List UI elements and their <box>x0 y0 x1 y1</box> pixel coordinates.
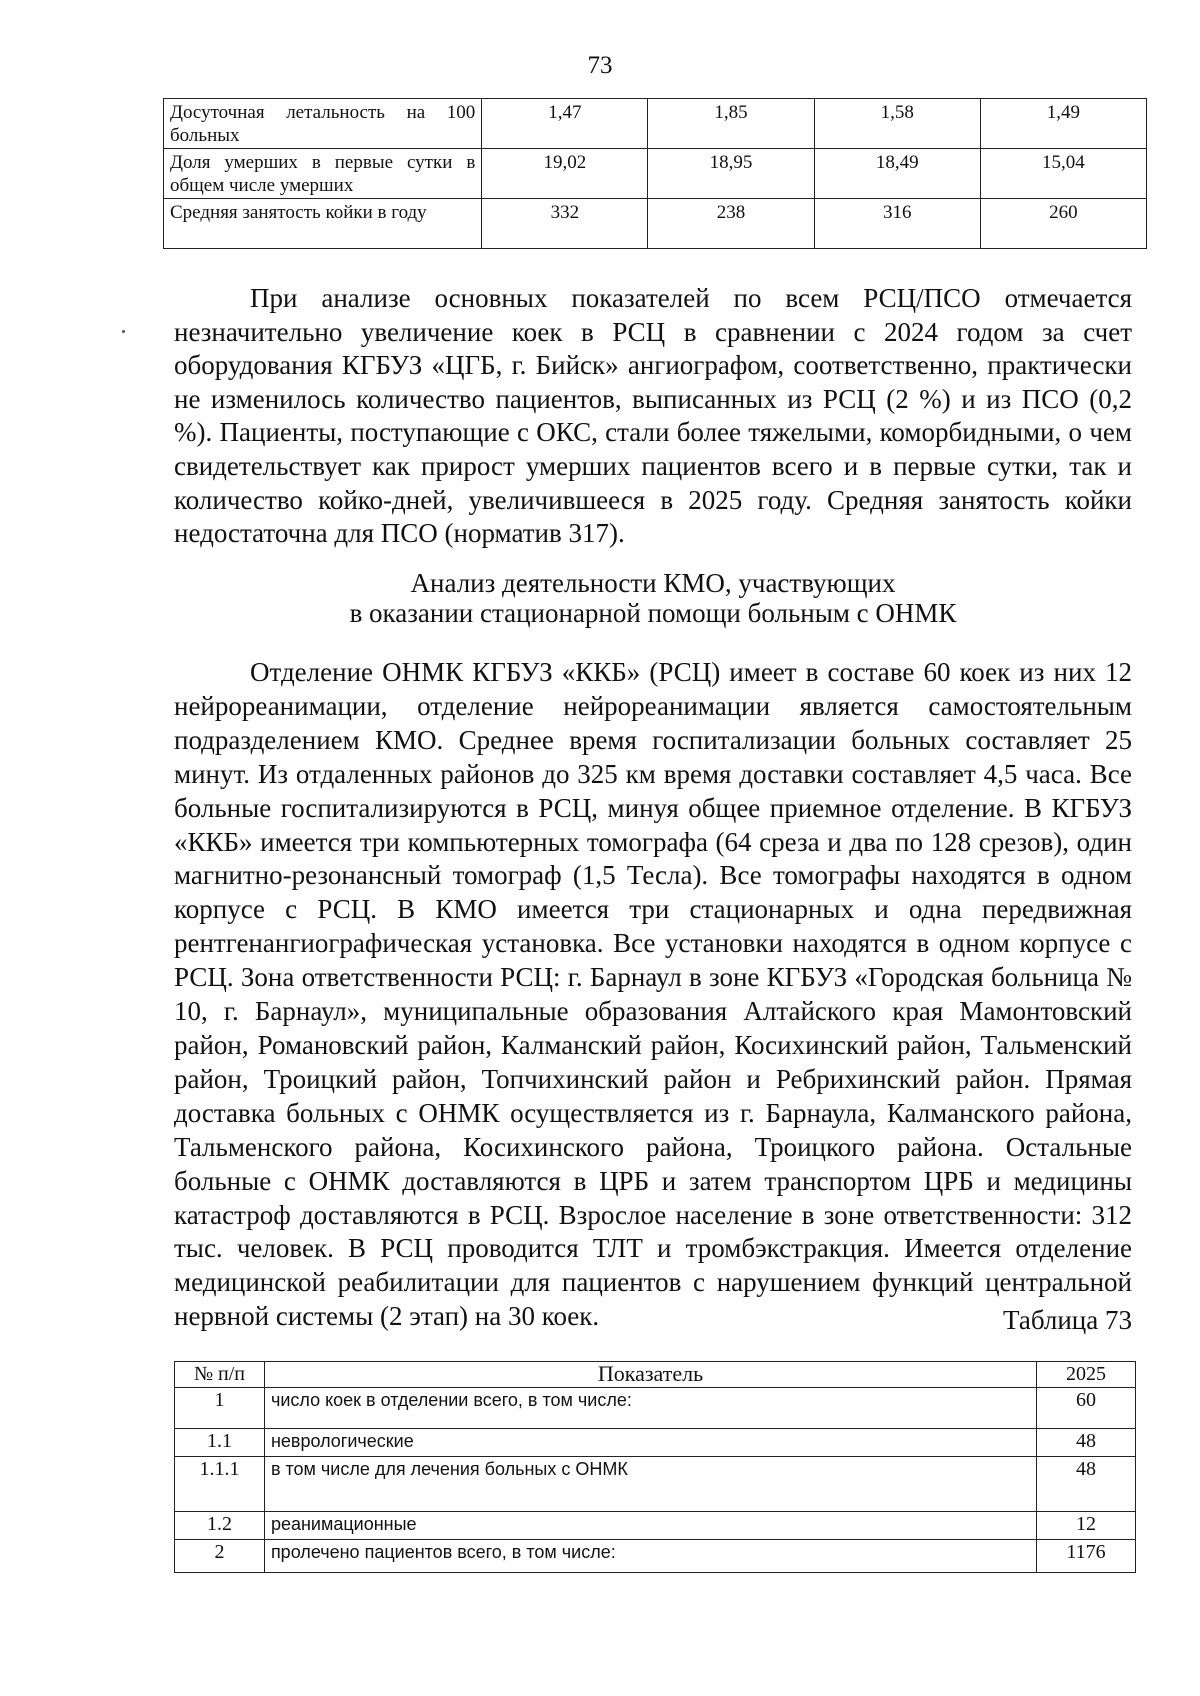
row-indicator: число коек в отделении всего, в том числе: <box>264 1388 1036 1429</box>
row-indicator: в том числе для лечения больных с ОНМК <box>264 1457 1036 1512</box>
cell-value: 19,02 <box>482 149 648 199</box>
cell-value: 1,58 <box>814 99 980 149</box>
table-row <box>175 1540 1136 1573</box>
table-row <box>164 149 1147 199</box>
row-indicator: реанимационные <box>264 1512 1036 1540</box>
cell-value: 1,47 <box>482 99 648 149</box>
department-indicators-table <box>174 1361 1136 1573</box>
cell-value: 18,95 <box>648 149 814 199</box>
continued-indicators-table <box>163 98 1147 249</box>
row-value: 48 <box>1037 1457 1136 1512</box>
paragraph-department: Отделение ОНМК КГБУЗ «ККБ» (РСЦ) имеет в составе 60 коек из них 12 нейрореанимации, отделение нейрореанимации является самостоятельным подразделением КМО. Среднее время госпитализации больных составляет 25 минут. Из отдаленных районов до 325 км время доставки составляет 4,5 часа. Все больные госпитализируются в РСЦ, минуя общее приемное отделение. В КГБУЗ «ККБ» имеется три компьютерных томографа (64 среза и два по 128 срезов), один магнитно-резонансный томограф (1,5 Тесла). Все томографы находятся в одном корпусе с РСЦ. В КМО имеется три стационарных и одна передвижная рентгенангиографическая установка. Все установки находятся в одном корпусе с РСЦ. Зона ответственности РСЦ: г. Барнаул в зоне КГБУЗ «Городская больница № 10, г. Барнаул», муниципальные образования Алтайского края Мамонтовский район, Романовский район, Калманский район, Косихинский район, Тальменский район, Троицкий район, Топчихинский район и Ребрихинский район. Прямая доставка больных с ОНМК осуществляется из г. Барнаула, Калманского района, Тальменского района, Косихинского района, Троицкого района. Остальные больные с ОНМК доставляются в ЦРБ и затем транспортом ЦРБ и медицины катастроф доставляются в РСЦ. Взрослое население в зоне ответственности: 312 тыс. человек. В РСЦ проводится ТЛТ и тромбэкстракция. Имеется отделение медицинской реабилитации для пациентов с нарушением функций центральной нервной системы (2 этап) на 30 коек. <box>174 657 1132 1332</box>
table-header-row <box>175 1362 1136 1388</box>
cell-value: 238 <box>648 199 814 249</box>
cell-value: 332 <box>482 199 648 249</box>
table-row <box>164 99 1147 149</box>
scan-speck <box>122 330 125 333</box>
paragraph-analysis: При анализе основных показателей по всем РСЦ/ПСО отмечается незначительно увеличение коек в РСЦ в сравнении с 2024 годом за счет оборудования КГБУЗ «ЦГБ, г. Бийск» ангиографом, соответственно, практически не изменилось количество пациентов, выписанных из РСЦ (2 %) и из ПСО (0,2 %). Пациенты, поступающие с ОКС, стали более тяжелыми, коморбидными, о чем свидетельствует как прирост умерших пациентов всего и в первые сутки, так и количество койко-дней, увеличившееся в 2025 году. Средняя занятость койки недостаточна для ПСО (норматив 317). <box>174 283 1132 549</box>
table-row <box>175 1388 1136 1429</box>
row-value: 60 <box>1037 1388 1136 1429</box>
row-indicator: неврологические <box>264 1429 1036 1457</box>
row-number: 2 <box>175 1540 265 1573</box>
cell-value: 260 <box>980 199 1146 249</box>
row-value: 48 <box>1037 1429 1136 1457</box>
section-title-line: Анализ деятельности КМО, участвующих <box>410 568 896 598</box>
table-caption: Таблица 73 <box>1003 1305 1132 1335</box>
table-row <box>175 1457 1136 1512</box>
table-row <box>175 1512 1136 1540</box>
column-header: Показатель <box>264 1362 1036 1388</box>
row-number: 1.2 <box>175 1512 265 1540</box>
column-header: 2025 <box>1037 1362 1136 1388</box>
cell-value: 316 <box>814 199 980 249</box>
row-number: 1 <box>175 1388 265 1429</box>
row-value: 12 <box>1037 1512 1136 1540</box>
cell-value: 1,49 <box>980 99 1146 149</box>
row-label: Средняя занятость койки в году <box>164 199 482 249</box>
table-row <box>164 199 1147 249</box>
cell-value: 18,49 <box>814 149 980 199</box>
row-number: 1.1 <box>175 1429 265 1457</box>
row-number: 1.1.1 <box>175 1457 265 1512</box>
column-header: № п/п <box>175 1362 265 1388</box>
cell-value: 1,85 <box>648 99 814 149</box>
row-value: 1176 <box>1037 1540 1136 1573</box>
page-number: 73 <box>587 52 613 79</box>
section-title <box>174 568 1132 628</box>
row-label: Досуточная летальность на 100 больных <box>164 99 482 149</box>
section-title-line: в оказании стационарной помощи больным с ОНМК <box>349 598 957 628</box>
row-indicator: пролечено пациентов всего, в том числе: <box>264 1540 1036 1573</box>
row-label: Доля умерших в первые сутки в общем числе умерших <box>164 149 482 199</box>
table-row <box>175 1429 1136 1457</box>
cell-value: 15,04 <box>980 149 1146 199</box>
